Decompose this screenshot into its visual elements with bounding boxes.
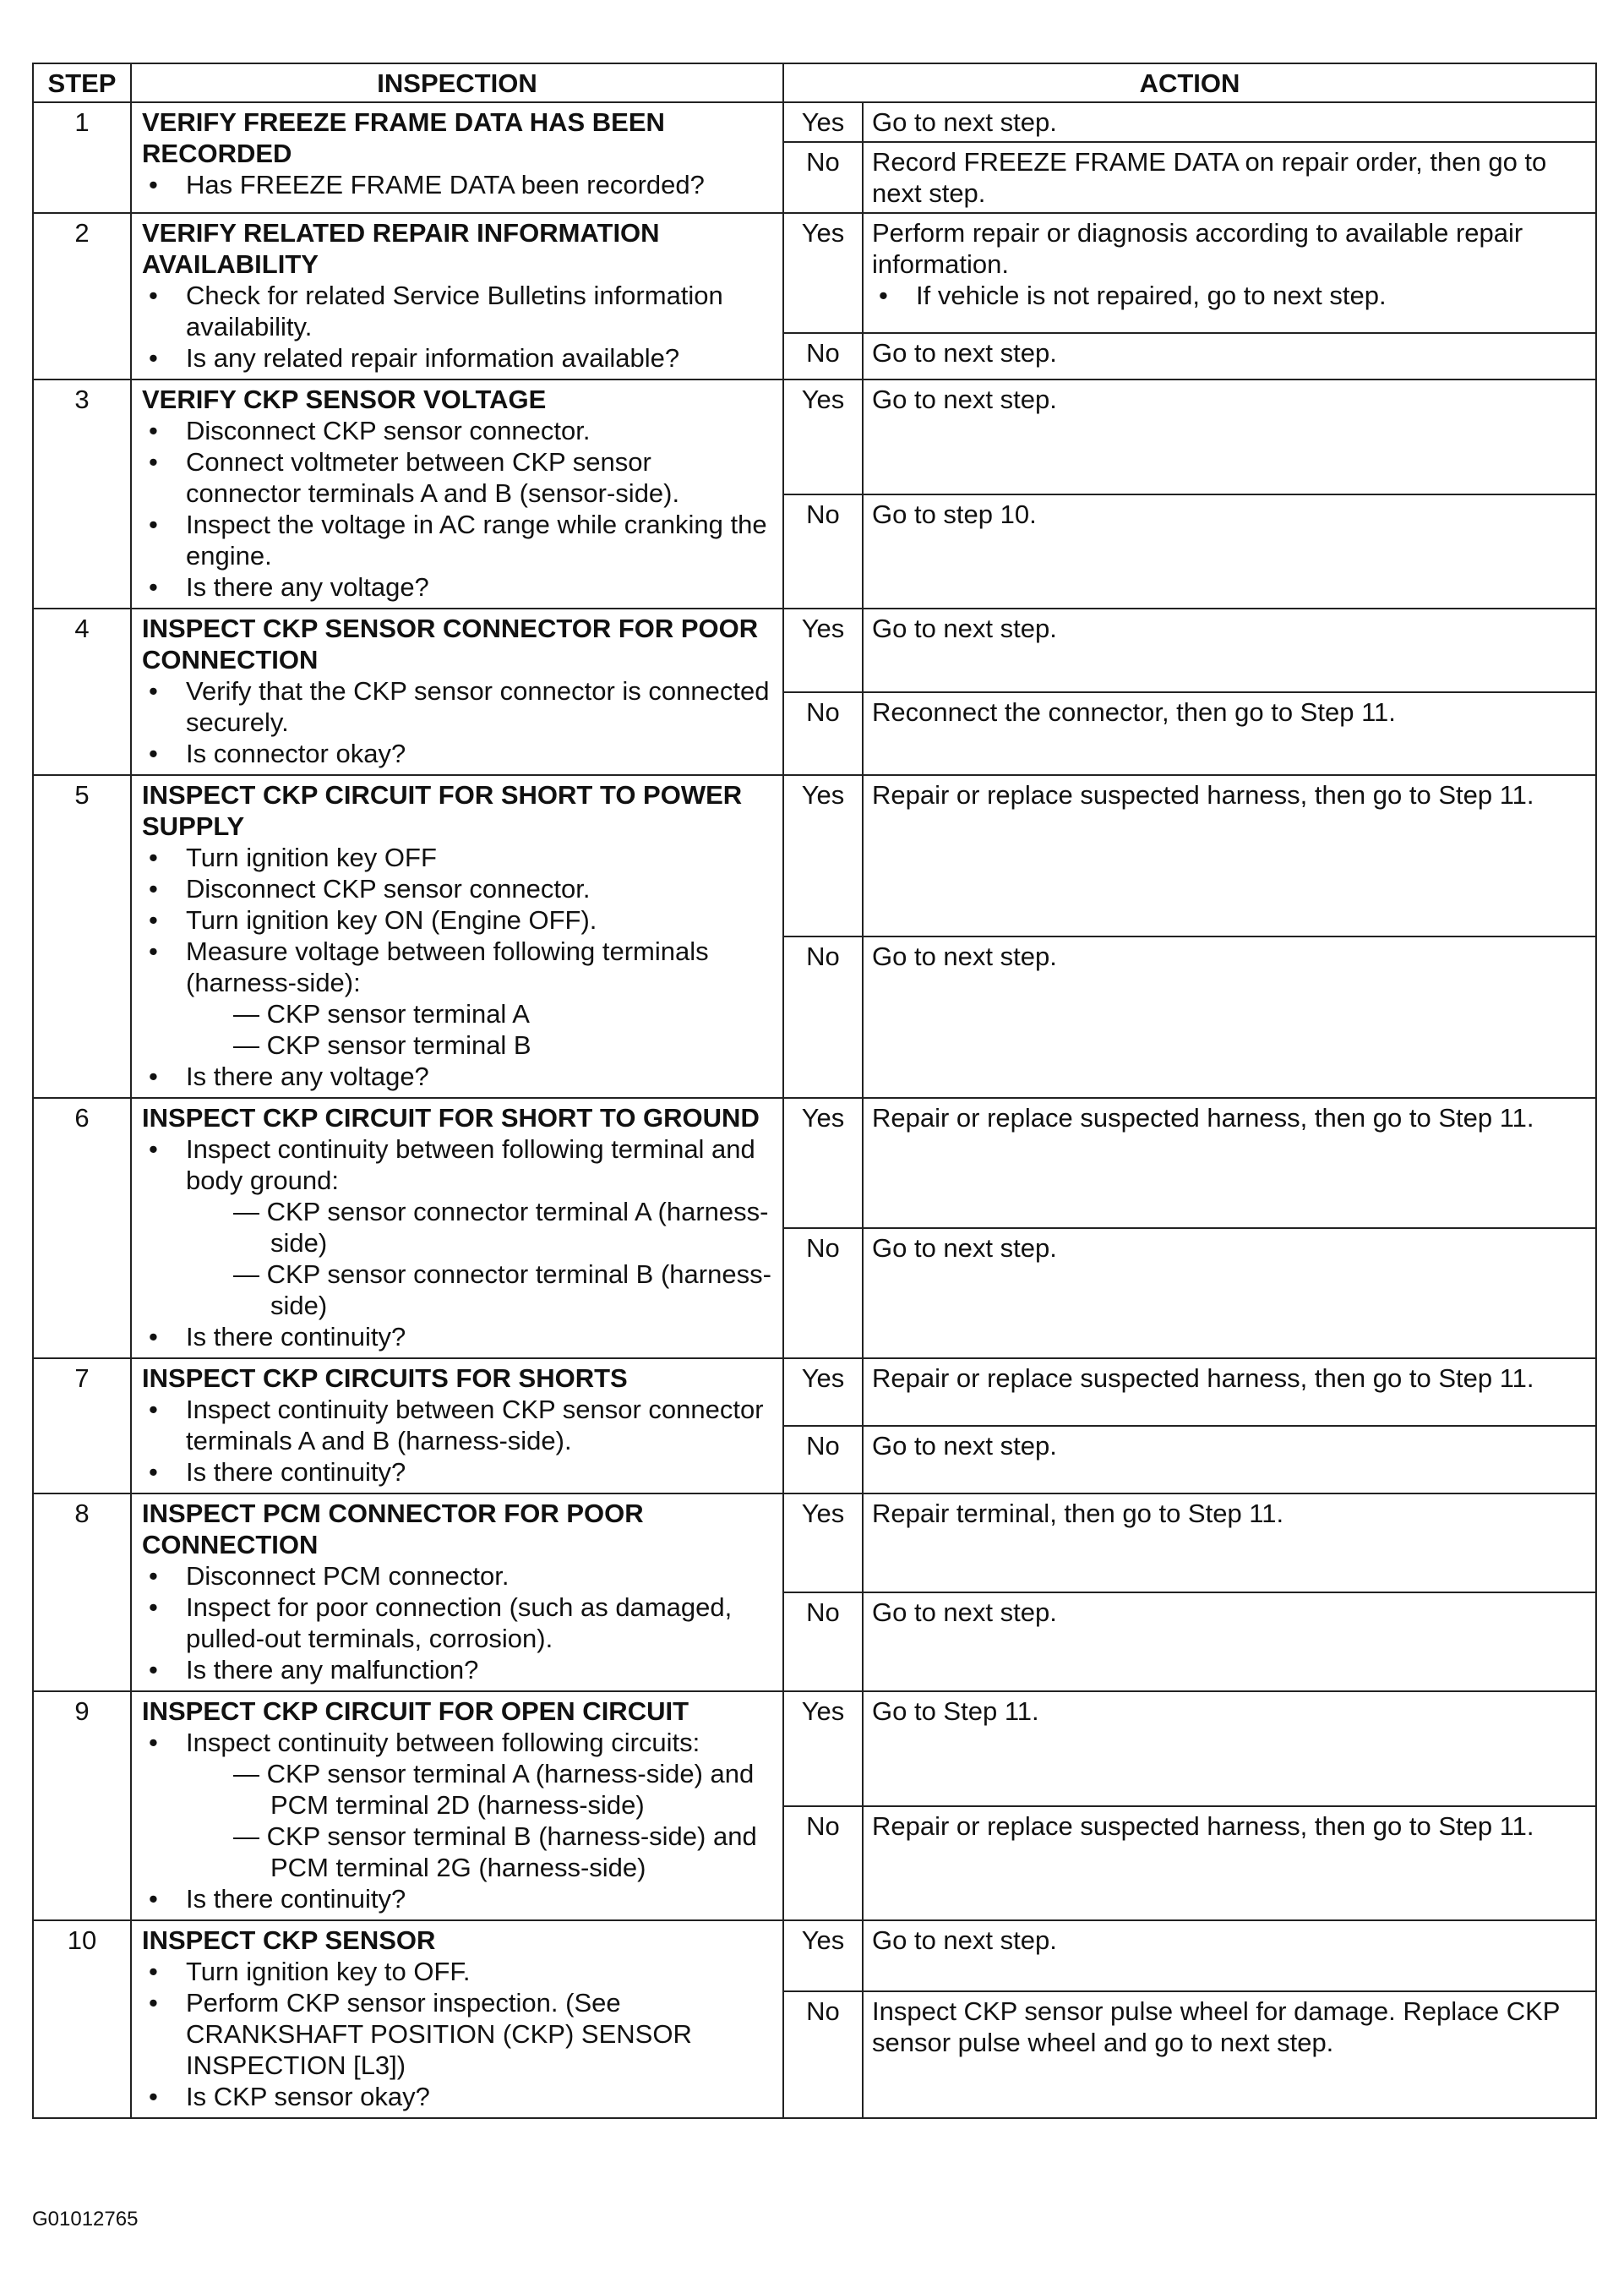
inspection-title: INSPECT CKP SENSOR CONNECTOR FOR POOR CONNECTION: [142, 614, 759, 674]
inspection-item-text: Has FREEZE FRAME DATA been recorded?: [186, 170, 705, 199]
inspection-item: [142, 1133, 772, 1321]
inspection-title: INSPECT CKP CIRCUIT FOR SHORT TO GROUND: [142, 1103, 760, 1133]
inspection-item-text: Is there continuity?: [186, 1457, 406, 1487]
yes-action-text: Go to next step.: [872, 385, 1057, 414]
yes-action-text: Go to Step 11.: [872, 1696, 1039, 1726]
inspection-subitem: — CKP sensor connector terminal B (harness-side): [233, 1259, 771, 1320]
yes-label: Yes: [783, 380, 863, 494]
inspection-item-text: Turn ignition key to OFF.: [186, 1957, 471, 1986]
figure-code: G01012765: [32, 2208, 139, 2231]
inspection-item: [142, 842, 772, 873]
yes-label: Yes: [783, 1358, 863, 1426]
inspection-item: [142, 1727, 772, 1883]
action-column-header: ACTION: [783, 63, 1596, 102]
inspection-item-text: Disconnect CKP sensor connector.: [186, 416, 591, 445]
inspection-cell: [131, 213, 783, 380]
inspection-subitem: — CKP sensor terminal A: [233, 999, 530, 1029]
step-number: 8: [33, 1493, 131, 1691]
inspection-item: [142, 415, 772, 446]
yes-action: [863, 102, 1596, 142]
table-row: [33, 775, 1596, 936]
no-label: No: [783, 1991, 863, 2118]
inspection-item: [142, 2081, 772, 2112]
table-row: [33, 102, 1596, 142]
inspection-cell: [131, 102, 783, 213]
inspection-item-text: Connect voltmeter between CKP sensor connector terminals A and B (sensor-side).: [186, 447, 680, 508]
no-label: No: [783, 1426, 863, 1493]
inspection-item: [142, 1883, 772, 1914]
inspection-items: [142, 1560, 772, 1685]
step-number: 9: [33, 1691, 131, 1920]
inspection-item: [142, 1956, 772, 1987]
inspection-item: [142, 1987, 772, 2081]
inspection-subitem: — CKP sensor terminal B (harness-side) and PCM terminal 2G (harness-side): [233, 1821, 757, 1882]
inspection-items: [142, 1133, 772, 1352]
inspection-subitem: — CKP sensor terminal B: [233, 1030, 531, 1060]
inspection-items: [142, 415, 772, 603]
no-action: Go to next step.: [863, 1426, 1596, 1493]
inspection-item-text: Is CKP sensor okay?: [186, 2082, 430, 2111]
no-label: No: [783, 494, 863, 609]
inspection-item: [142, 571, 772, 603]
yes-label: Yes: [783, 775, 863, 936]
no-action: Record FREEZE FRAME DATA on repair order, then go to next step.: [863, 142, 1596, 213]
table-row: [33, 609, 1596, 692]
yes-action-text: Repair or replace suspected harness, then go to Step 11.: [872, 780, 1534, 810]
inspection-cell: [131, 1098, 783, 1358]
inspection-item: [142, 446, 772, 509]
no-label: No: [783, 936, 863, 1098]
inspection-item: [142, 342, 772, 374]
inspection-item-text: Turn ignition key OFF: [186, 843, 437, 872]
yes-label: Yes: [783, 609, 863, 692]
inspection-items: [142, 1956, 772, 2112]
yes-action-text: Go to next step.: [872, 1925, 1057, 1955]
yes-action-text: Go to next step.: [872, 107, 1057, 137]
no-label: No: [783, 1228, 863, 1358]
yes-action-text: Repair or replace suspected harness, then go to Step 11.: [872, 1103, 1534, 1133]
no-label: No: [783, 1806, 863, 1921]
yes-action-subitems: [872, 280, 1587, 311]
step-number: 4: [33, 609, 131, 775]
inspection-cell: [131, 1691, 783, 1920]
table-row: [33, 380, 1596, 494]
no-action: Go to next step.: [863, 1592, 1596, 1691]
inspection-items: [142, 280, 772, 374]
inspection-title: INSPECT PCM CONNECTOR FOR POOR CONNECTION: [142, 1499, 644, 1559]
table-row: [33, 1493, 1596, 1592]
inspection-item-text: Is connector okay?: [186, 739, 406, 768]
inspection-item: [142, 873, 772, 904]
inspection-item-text: Inspect for poor connection (such as damaged, pulled-out terminals, corrosion).: [186, 1592, 733, 1653]
inspection-cell: [131, 1920, 783, 2118]
inspection-item-text: Is there any voltage?: [186, 1062, 429, 1091]
inspection-items: [142, 842, 772, 1092]
inspection-title: INSPECT CKP CIRCUIT FOR OPEN CIRCUIT: [142, 1696, 689, 1726]
inspection-item-text: Inspect the voltage in AC range while cranking the engine.: [186, 510, 767, 571]
table-row: [33, 213, 1596, 333]
yes-action: [863, 1098, 1596, 1228]
inspection-item-text: Disconnect CKP sensor connector.: [186, 874, 591, 904]
no-action: Go to next step.: [863, 333, 1596, 380]
inspection-item-text: Is there any malfunction?: [186, 1655, 479, 1685]
inspection-title: INSPECT CKP CIRCUITS FOR SHORTS: [142, 1363, 628, 1393]
no-label: No: [783, 142, 863, 213]
inspection-column-header: INSPECTION: [131, 63, 783, 102]
inspection-title: INSPECT CKP CIRCUIT FOR SHORT TO POWER SUPPLY: [142, 780, 743, 841]
yes-action-text: Go to next step.: [872, 614, 1057, 643]
inspection-item-text: Inspect continuity between CKP sensor connector terminals A and B (harness-side).: [186, 1395, 764, 1455]
inspection-item-text: Verify that the CKP sensor connector is connected securely.: [186, 676, 770, 737]
step-column-header: STEP: [33, 63, 131, 102]
inspection-item: [142, 1654, 772, 1685]
no-action: Inspect CKP sensor pulse wheel for damage. Replace CKP sensor pulse wheel and go to next step.: [863, 1991, 1596, 2118]
table-row: [33, 1098, 1596, 1228]
inspection-title: VERIFY FREEZE FRAME DATA HAS BEEN RECORDED: [142, 107, 665, 168]
inspection-items: [142, 1394, 772, 1488]
table-row: [33, 1920, 1596, 1991]
inspection-item: [142, 169, 772, 200]
diagnostic-procedure-page: [32, 63, 1595, 2119]
yes-label: Yes: [783, 213, 863, 333]
inspection-item: [142, 904, 772, 936]
inspection-items: [142, 675, 772, 769]
no-action: Go to next step.: [863, 1228, 1596, 1358]
inspection-cell: [131, 1358, 783, 1493]
inspection-item: [142, 1321, 772, 1352]
inspection-item: [142, 509, 772, 571]
inspection-cell: [131, 609, 783, 775]
inspection-item-text: Is any related repair information available?: [186, 343, 680, 373]
diagnostic-table: [32, 63, 1597, 2119]
yes-label: Yes: [783, 1691, 863, 1806]
inspection-subitem: — CKP sensor terminal A (harness-side) and PCM terminal 2D (harness-side): [233, 1759, 755, 1820]
table-row: [33, 1358, 1596, 1426]
no-action: Go to step 10.: [863, 494, 1596, 609]
yes-action: [863, 775, 1596, 936]
inspection-item: [142, 675, 772, 738]
table-row: [33, 1691, 1596, 1806]
no-action: Repair or replace suspected harness, then go to Step 11.: [863, 1806, 1596, 1921]
yes-action-text: Repair or replace suspected harness, then go to Step 11.: [872, 1363, 1534, 1393]
inspection-item: [142, 1394, 772, 1456]
yes-action: [863, 1358, 1596, 1426]
step-number: 7: [33, 1358, 131, 1493]
inspection-item: [142, 1061, 772, 1092]
step-number: 2: [33, 213, 131, 380]
yes-action-subitem: • If vehicle is not repaired, go to next step.: [872, 280, 1587, 311]
yes-action: [863, 213, 1596, 333]
inspection-item-text: Is there any voltage?: [186, 572, 429, 602]
step-number: 3: [33, 380, 131, 609]
inspection-subitem: — CKP sensor connector terminal A (harness-side): [233, 1197, 769, 1258]
inspection-item: [142, 936, 772, 1061]
step-number: 10: [33, 1920, 131, 2118]
inspection-item: [142, 280, 772, 342]
inspection-item: [142, 1456, 772, 1488]
inspection-item-text: Disconnect PCM connector.: [186, 1561, 510, 1591]
step-number: 6: [33, 1098, 131, 1358]
yes-action-text: Perform repair or diagnosis according to available repair information.: [872, 218, 1523, 279]
inspection-title: VERIFY RELATED REPAIR INFORMATION AVAILABILITY: [142, 218, 660, 279]
inspection-item-text: Inspect continuity between following circuits:: [186, 1728, 700, 1757]
no-action: Reconnect the connector, then go to Step 11.: [863, 692, 1596, 776]
step-number: 5: [33, 775, 131, 1098]
yes-action: [863, 380, 1596, 494]
yes-label: Yes: [783, 1493, 863, 1592]
no-label: No: [783, 1592, 863, 1691]
inspection-item-text: Turn ignition key ON (Engine OFF).: [186, 905, 597, 935]
inspection-item-text: Inspect continuity between following terminal and body ground:: [186, 1134, 755, 1195]
step-number: 1: [33, 102, 131, 213]
inspection-cell: [131, 380, 783, 609]
inspection-cell: [131, 775, 783, 1098]
yes-action: [863, 609, 1596, 692]
inspection-item: [142, 1560, 772, 1592]
inspection-cell: [131, 1493, 783, 1691]
inspection-title: VERIFY CKP SENSOR VOLTAGE: [142, 385, 547, 414]
yes-label: Yes: [783, 1920, 863, 1991]
inspection-items: [142, 1727, 772, 1914]
inspection-item: [142, 1592, 772, 1654]
inspection-item-text: Perform CKP sensor inspection. (See CRANKSHAFT POSITION (CKP) SENSOR INSPECTION [L3]): [186, 1988, 692, 2080]
no-label: No: [783, 692, 863, 776]
inspection-item-text: Check for related Service Bulletins information availability.: [186, 281, 723, 341]
inspection-item-text: Is there continuity?: [186, 1322, 406, 1351]
inspection-title: INSPECT CKP SENSOR: [142, 1925, 436, 1955]
yes-action-text: Repair terminal, then go to Step 11.: [872, 1499, 1284, 1528]
table-header-row: [33, 63, 1596, 102]
yes-label: Yes: [783, 102, 863, 142]
yes-label: Yes: [783, 1098, 863, 1228]
no-action: Go to next step.: [863, 936, 1596, 1098]
inspection-items: [142, 169, 772, 200]
yes-action: [863, 1691, 1596, 1806]
yes-action: [863, 1920, 1596, 1991]
yes-action: [863, 1493, 1596, 1592]
inspection-item-text: Is there continuity?: [186, 1884, 406, 1914]
no-label: No: [783, 333, 863, 380]
inspection-item-text: Measure voltage between following terminals (harness-side):: [186, 936, 709, 997]
inspection-item: [142, 738, 772, 769]
